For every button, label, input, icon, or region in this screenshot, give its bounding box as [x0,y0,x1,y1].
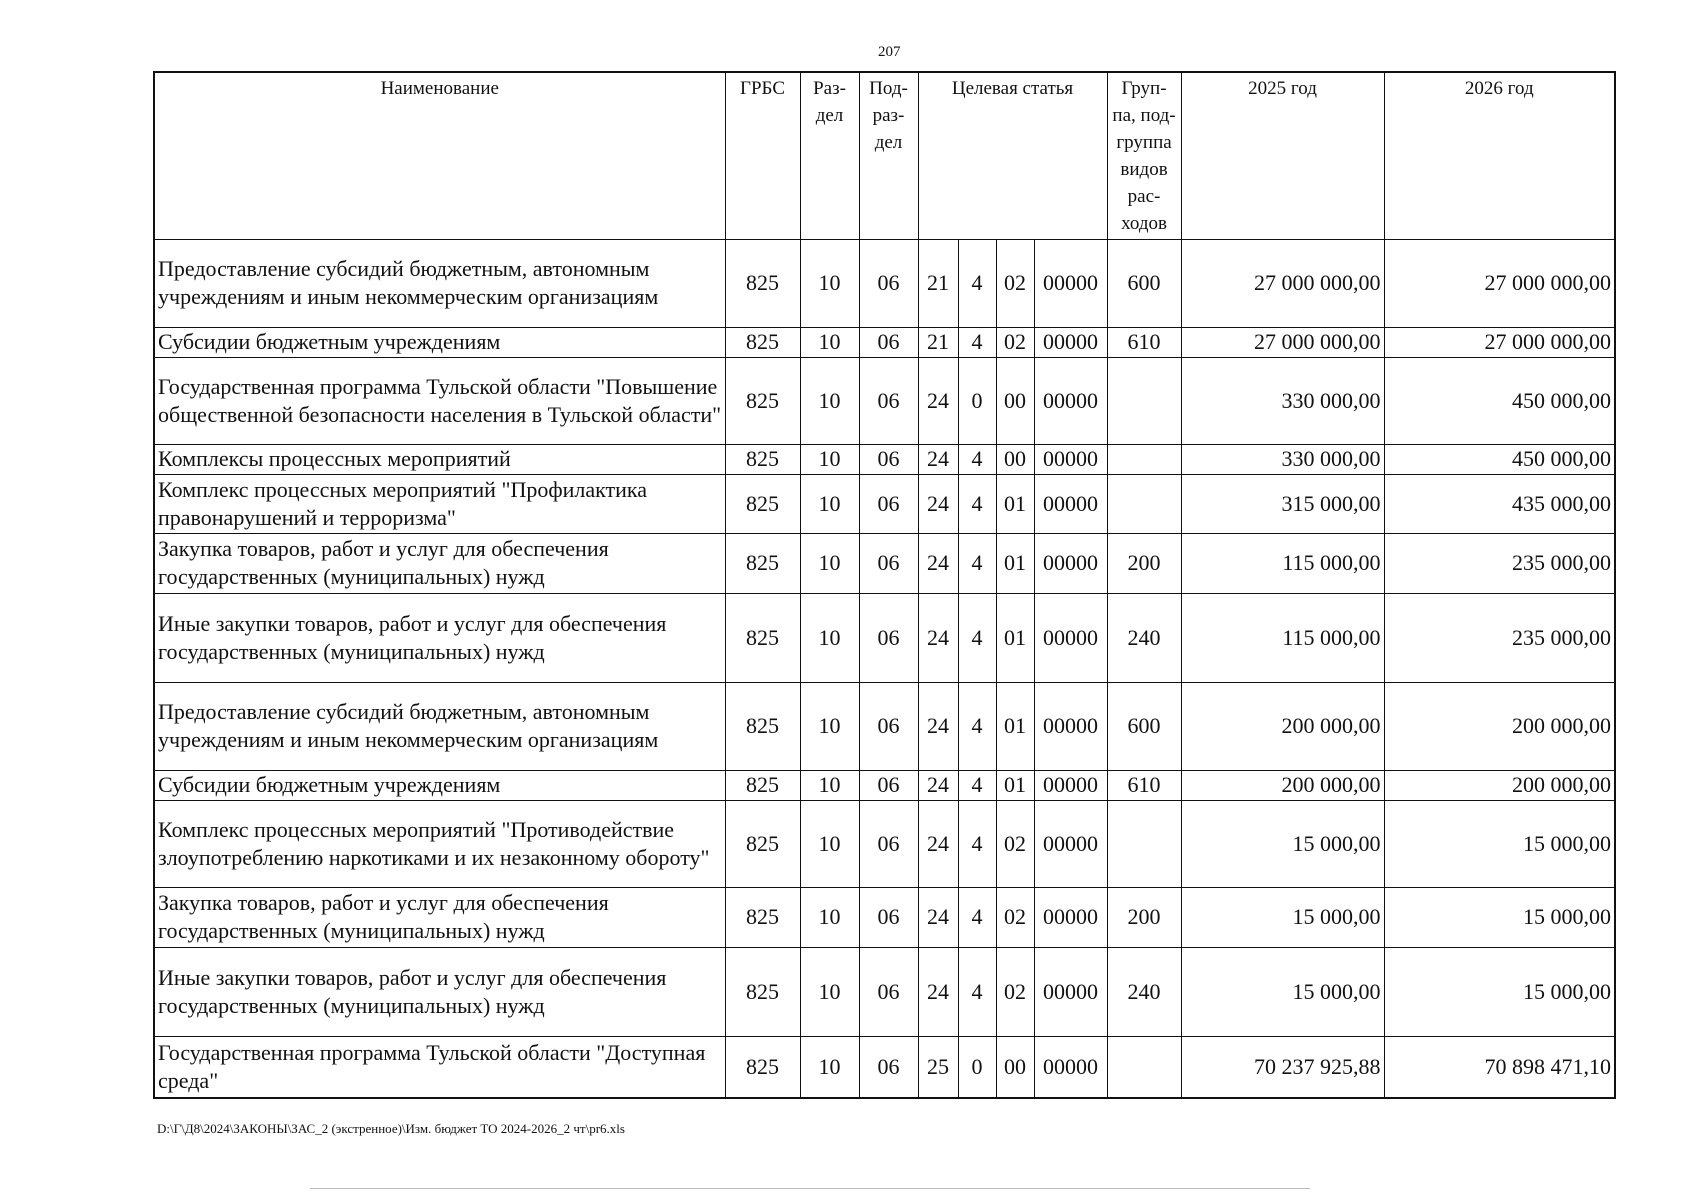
cell-target-type: 0 [958,357,996,444]
cell-grbs: 825 [725,682,800,770]
cell-target-type: 4 [958,327,996,357]
cell-amount-2025: 15 000,00 [1181,800,1384,887]
cell-expense-group: 610 [1107,327,1181,357]
cell-amount-2026: 435 000,00 [1384,474,1615,533]
cell-amount-2026: 235 000,00 [1384,533,1615,593]
cell-amount-2026: 27 000 000,00 [1384,327,1615,357]
cell-expense-group: 240 [1107,947,1181,1036]
row-name: Иные закупки товаров, работ и услуг для обеспечения государственных (муниципальных) нужд [154,947,725,1036]
cell-target-type: 4 [958,444,996,474]
cell-target-subprogram: 01 [996,533,1034,593]
cell-target-code: 00000 [1034,887,1107,947]
cell-target-program: 24 [918,947,958,1036]
header-target-article: Целевая статья [918,72,1107,239]
header-2026: 2026 год [1384,72,1615,239]
cell-target-program: 24 [918,593,958,682]
cell-target-program: 21 [918,239,958,327]
row-name: Комплексы процессных мероприятий [154,444,725,474]
cell-razdel: 10 [800,533,859,593]
cell-grbs: 825 [725,444,800,474]
cell-amount-2025: 330 000,00 [1181,357,1384,444]
cell-razdel: 10 [800,770,859,800]
table-body [154,239,1615,1098]
file-path: D:\Г\Д8\2024\ЗАКОНЫ\ЗАС_2 (экстренное)\Изм. бюджет ТО 2024-2026_2 чт\pr6.xls [157,1121,625,1136]
cell-target-type: 4 [958,947,996,1036]
cell-grbs: 825 [725,239,800,327]
cell-podrazdel: 06 [859,593,918,682]
cell-amount-2026: 450 000,00 [1384,357,1615,444]
cell-target-subprogram: 02 [996,239,1034,327]
cell-podrazdel: 06 [859,800,918,887]
table-row [154,1036,1615,1098]
cell-target-subprogram: 00 [996,357,1034,444]
cell-podrazdel: 06 [859,239,918,327]
cell-podrazdel: 06 [859,770,918,800]
table-row [154,800,1615,887]
cell-podrazdel: 06 [859,1036,918,1098]
cell-amount-2025: 330 000,00 [1181,444,1384,474]
cell-target-subprogram: 02 [996,947,1034,1036]
cell-grbs: 825 [725,533,800,593]
cell-amount-2026: 200 000,00 [1384,682,1615,770]
cell-target-code: 00000 [1034,770,1107,800]
header-2025: 2025 год [1181,72,1384,239]
cell-target-subprogram: 00 [996,444,1034,474]
cell-expense-group: 200 [1107,887,1181,947]
row-name: Иные закупки товаров, работ и услуг для обеспечения государственных (муниципальных) нужд [154,593,725,682]
cell-target-type: 0 [958,1036,996,1098]
cell-target-subprogram: 01 [996,682,1034,770]
cell-amount-2026: 450 000,00 [1384,444,1615,474]
page-number: 207 [878,44,901,60]
cell-amount-2025: 315 000,00 [1181,474,1384,533]
cell-target-program: 24 [918,533,958,593]
cell-podrazdel: 06 [859,533,918,593]
table-row [154,533,1615,593]
cell-target-subprogram: 01 [996,593,1034,682]
cell-amount-2026: 15 000,00 [1384,887,1615,947]
cell-razdel: 10 [800,800,859,887]
cell-amount-2025: 15 000,00 [1181,947,1384,1036]
cell-amount-2026: 70 898 471,10 [1384,1036,1615,1098]
cell-razdel: 10 [800,1036,859,1098]
header-razdel: Раз- дел [800,72,859,239]
cell-amount-2026: 15 000,00 [1384,947,1615,1036]
cell-target-code: 00000 [1034,239,1107,327]
cell-grbs: 825 [725,887,800,947]
table-row [154,444,1615,474]
cell-expense-group: 240 [1107,593,1181,682]
cell-target-code: 00000 [1034,474,1107,533]
cell-target-program: 24 [918,682,958,770]
cell-target-type: 4 [958,533,996,593]
cell-target-program: 24 [918,800,958,887]
cell-target-program: 21 [918,327,958,357]
cell-razdel: 10 [800,682,859,770]
cell-target-type: 4 [958,887,996,947]
header-expense-group: Груп- па, под- группа видов рас- ходов [1107,72,1181,239]
row-name: Предоставление субсидий бюджетным, автономным учреждениям и иным некоммерческим организациям [154,239,725,327]
cell-target-subprogram: 01 [996,474,1034,533]
table-row [154,474,1615,533]
cell-target-code: 00000 [1034,533,1107,593]
cell-target-program: 24 [918,770,958,800]
cell-target-code: 00000 [1034,327,1107,357]
row-name: Предоставление субсидий бюджетным, автономным учреждениям и иным некоммерческим организациям [154,682,725,770]
cell-amount-2026: 15 000,00 [1384,800,1615,887]
cell-razdel: 10 [800,887,859,947]
cell-expense-group: 200 [1107,533,1181,593]
cell-razdel: 10 [800,239,859,327]
bottom-rule [310,1188,1310,1189]
cell-amount-2025: 15 000,00 [1181,887,1384,947]
header-podrazdel: Под- раз- дел [859,72,918,239]
row-name: Субсидии бюджетным учреждениям [154,770,725,800]
cell-expense-group [1107,1036,1181,1098]
cell-target-type: 4 [958,239,996,327]
cell-target-type: 4 [958,474,996,533]
cell-podrazdel: 06 [859,474,918,533]
cell-podrazdel: 06 [859,444,918,474]
cell-amount-2025: 27 000 000,00 [1181,239,1384,327]
row-name: Закупка товаров, работ и услуг для обеспечения государственных (муниципальных) нужд [154,533,725,593]
cell-target-subprogram: 02 [996,887,1034,947]
cell-amount-2026: 235 000,00 [1384,593,1615,682]
cell-razdel: 10 [800,947,859,1036]
cell-target-code: 00000 [1034,444,1107,474]
cell-grbs: 825 [725,947,800,1036]
cell-grbs: 825 [725,327,800,357]
cell-amount-2025: 27 000 000,00 [1181,327,1384,357]
table-row [154,770,1615,800]
cell-target-subprogram: 02 [996,327,1034,357]
cell-razdel: 10 [800,474,859,533]
cell-target-type: 4 [958,800,996,887]
cell-amount-2026: 27 000 000,00 [1384,239,1615,327]
cell-podrazdel: 06 [859,887,918,947]
cell-grbs: 825 [725,474,800,533]
row-name: Государственная программа Тульской области "Доступная среда" [154,1036,725,1098]
cell-target-subprogram: 00 [996,1036,1034,1098]
cell-target-code: 00000 [1034,357,1107,444]
cell-target-code: 00000 [1034,1036,1107,1098]
table-row [154,327,1615,357]
header-grbs: ГРБС [725,72,800,239]
cell-razdel: 10 [800,327,859,357]
cell-podrazdel: 06 [859,357,918,444]
cell-target-code: 00000 [1034,800,1107,887]
cell-amount-2025: 70 237 925,88 [1181,1036,1384,1098]
cell-expense-group [1107,444,1181,474]
cell-target-subprogram: 02 [996,800,1034,887]
row-name: Комплекс процессных мероприятий "Профилактика правонарушений и терроризма" [154,474,725,533]
cell-amount-2025: 200 000,00 [1181,770,1384,800]
cell-grbs: 825 [725,800,800,887]
cell-target-program: 24 [918,357,958,444]
cell-target-program: 25 [918,1036,958,1098]
row-name: Государственная программа Тульской области "Повышение общественной безопасности населения в Тульской области" [154,357,725,444]
cell-amount-2025: 115 000,00 [1181,533,1384,593]
cell-target-code: 00000 [1034,947,1107,1036]
cell-target-code: 00000 [1034,682,1107,770]
row-name: Субсидии бюджетным учреждениям [154,327,725,357]
cell-target-type: 4 [958,682,996,770]
cell-expense-group [1107,357,1181,444]
cell-target-subprogram: 01 [996,770,1034,800]
cell-expense-group [1107,800,1181,887]
cell-podrazdel: 06 [859,682,918,770]
cell-grbs: 825 [725,770,800,800]
cell-expense-group: 600 [1107,239,1181,327]
cell-grbs: 825 [725,593,800,682]
cell-target-type: 4 [958,593,996,682]
header-name: Наименование [154,72,725,239]
cell-razdel: 10 [800,357,859,444]
cell-expense-group: 600 [1107,682,1181,770]
cell-grbs: 825 [725,1036,800,1098]
table-row [154,887,1615,947]
cell-podrazdel: 06 [859,327,918,357]
cell-amount-2025: 200 000,00 [1181,682,1384,770]
table-row [154,239,1615,327]
cell-expense-group [1107,474,1181,533]
cell-podrazdel: 06 [859,947,918,1036]
cell-target-program: 24 [918,444,958,474]
cell-target-code: 00000 [1034,593,1107,682]
row-name: Комплекс процессных мероприятий "Противодействие злоупотреблению наркотиками и их незаконному обороту" [154,800,725,887]
table-row [154,593,1615,682]
cell-target-program: 24 [918,474,958,533]
table-header-row [154,72,1615,239]
table-row [154,357,1615,444]
budget-table [153,71,1616,1099]
cell-razdel: 10 [800,444,859,474]
table-row [154,682,1615,770]
table-row [154,947,1615,1036]
cell-grbs: 825 [725,357,800,444]
row-name: Закупка товаров, работ и услуг для обеспечения государственных (муниципальных) нужд [154,887,725,947]
cell-razdel: 10 [800,593,859,682]
cell-target-program: 24 [918,887,958,947]
cell-expense-group: 610 [1107,770,1181,800]
cell-target-type: 4 [958,770,996,800]
cell-amount-2025: 115 000,00 [1181,593,1384,682]
cell-amount-2026: 200 000,00 [1384,770,1615,800]
